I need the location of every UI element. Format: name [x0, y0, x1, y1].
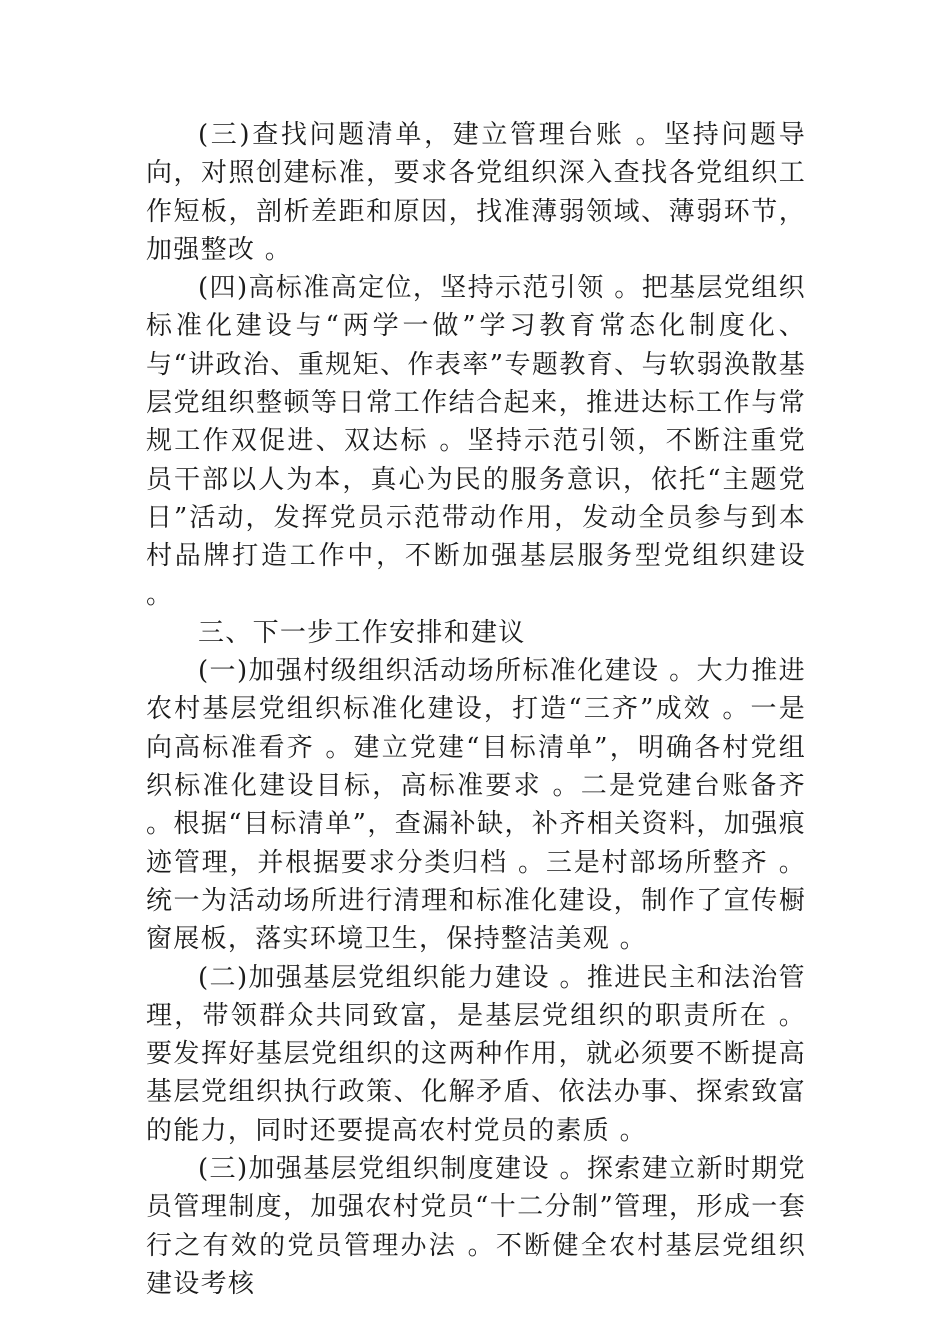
paragraph-3-problem-list: (三)查找问题清单，建立管理台账 。坚持问题导向，对照创建标准，要求各党组织深入查找各党组织工作短板，剖析差距和原因，找准薄弱领域、薄弱环节，加强整改 。	[146, 120, 806, 265]
section-heading-next-steps: 三、下一步工作安排和建议	[198, 617, 526, 648]
paragraph-3-system-building: (三)加强基层党组织制度建设 。探索建立新时期党员管理制度，加强农村党员“十二分制”管理，形成一套行之有效的党员管理办法 。不断健全农村基层党组织建设考核	[146, 1154, 806, 1299]
paragraph-4-high-standard: (四)高标准高定位，坚持示范引领 。把基层党组织标准化建设与“两学一做”学习教育常态化制度化、与“讲政治、重规矩、作表率”专题教育、与软弱涣散基层党组织整顿等日常工作结合起来，推进达标工作与常规工作双促进、双达标 。坚持示范引领，不断注重党员干部以人为本，真心为民的服务意识，依托“主题党日”活动，发挥党员示范带动作用，发动全员参与到本村品牌打造工作中，不断加强基层服务型党组织建设 。	[146, 273, 806, 610]
paragraph-1-venue-standardization: (一)加强村级组织活动场所标准化建设 。大力推进农村基层党组织标准化建设，打造“三齐”成效 。一是向高标准看齐 。建立党建“目标清单”，明确各村党组织标准化建设目标，高标准要求 。二是党建台账备齐 。根据“目标清单”，查漏补缺，补齐相关资料，加强痕迹管理，并根据要求分类归档 。三是村部场所整齐 。统一为活动场所进行清理和标准化建设，制作了宣传橱窗展板，落实环境卫生，保持整洁美观 。	[146, 656, 806, 955]
document-body	[146, 116, 806, 1303]
paragraph-2-capacity-building: (二)加强基层党组织能力建设 。推进民主和法治管理，带领群众共同致富，是基层党组织的职责所在 。要发挥好基层党组织的这两种作用，就必须要不断提高基层党组织执行政策、化解矛盾、依法办事、探索致富的能力，同时还要提高农村党员的素质 。	[146, 962, 806, 1146]
